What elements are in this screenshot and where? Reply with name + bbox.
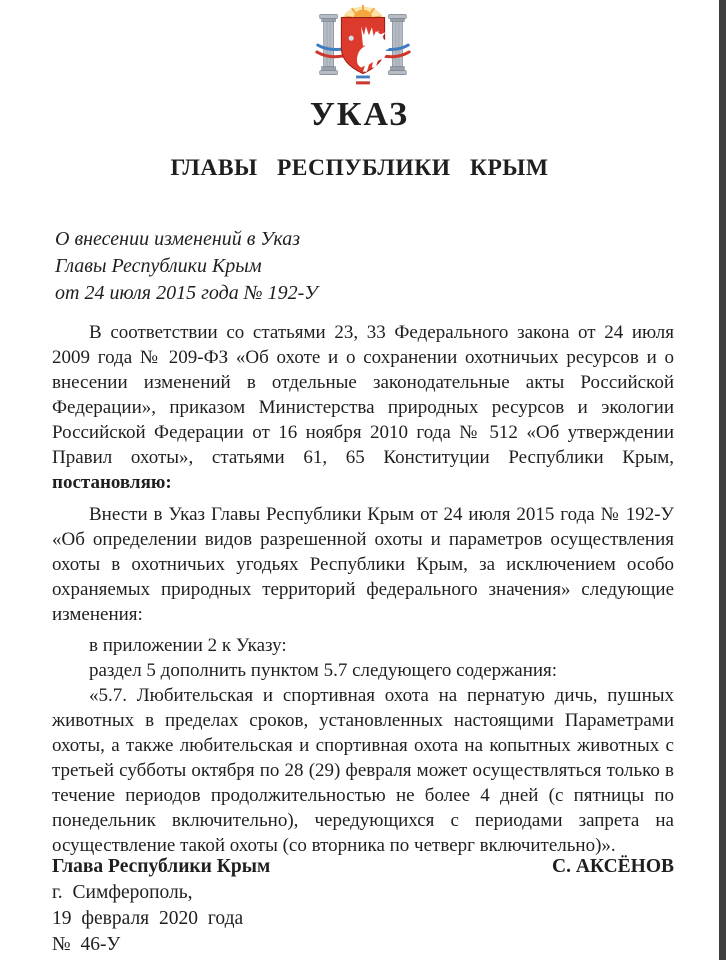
- left-column: [320, 15, 338, 75]
- coat-of-arms-svg: [304, 4, 422, 92]
- paragraph-legal-basis-block: [52, 320, 674, 495]
- signature-date: 19 февраля 2020 года: [52, 908, 244, 929]
- subject-line-3: от 24 июля 2015 года № 192-У: [55, 282, 318, 304]
- resolve-word: постановляю:: [52, 472, 172, 493]
- amendment-items-block: [52, 633, 674, 858]
- document-number: № 46-У: [52, 934, 121, 955]
- right-edge-bar: [719, 0, 726, 960]
- subject-block: [55, 226, 555, 307]
- subject-line-1: О внесении изменений в Указ: [55, 228, 301, 250]
- document-title: УКАЗ: [309, 96, 410, 133]
- signature-city: г. Симферополь,: [52, 882, 193, 903]
- crimea-flag-element: [356, 76, 370, 85]
- paragraph-amendment-intro: Внести в Указ Главы Республики Крым от 24 июля 2015 года № 192-У «Об определении видов разрешенной охоты и параметров осуществления охоты в охотничьих угодьях Республики Крым, за исключением особо охраняемых природных территорий федерального значения» следующие изменения:: [52, 504, 674, 625]
- paragraph-item-5-7: «5.7. Любительская и спортивная охота на пернатую дичь, пушных животных в пределах сроков, установленных настоящими Параметрами охоты, а также любительская и спортивная охота на копытных животных с третьей субботы октября по 28 (29) февраля может осуществляться только в течение периодов продолжительностью не более 4 дней (с пятницы по понедельник включительно), чередующихся с периодами запрета на осуществление такой охоты (со вторника по четверг включительно)».: [52, 685, 674, 856]
- document-issuer: ГЛАВЫ РЕСПУБЛИКИ КРЫМ: [170, 155, 549, 181]
- signature-block: [52, 854, 674, 958]
- signatory-name: С. АКСЁНОВ: [552, 856, 674, 877]
- subject-line-2: Главы Республики Крым: [55, 255, 262, 277]
- signature-row: [52, 854, 674, 880]
- line-annex-reference: в приложении 2 к Указу:: [89, 635, 287, 656]
- signatory-position: Глава Республики Крым: [52, 856, 271, 877]
- crimea-coat-of-arms: [304, 4, 422, 97]
- line-section-supplement: раздел 5 дополнить пунктом 5.7 следующего содержания:: [89, 660, 558, 681]
- paragraph-legal-basis: В соответствии со статьями 23, 33 Федерального закона от 24 июля 2009 года № 209-ФЗ «Об охоте и о сохранении охотничьих ресурсов и о внесении изменений в отдельные законодательные акты Российской Федерации», приказом Министерства природных ресурсов и экологии Российской Федерации от 16 ноября 2010 года № 512 «Об утверждении Правил охоты», статьями 61, 65 Конституции Республики Крым,: [52, 322, 674, 468]
- right-column: [389, 15, 407, 75]
